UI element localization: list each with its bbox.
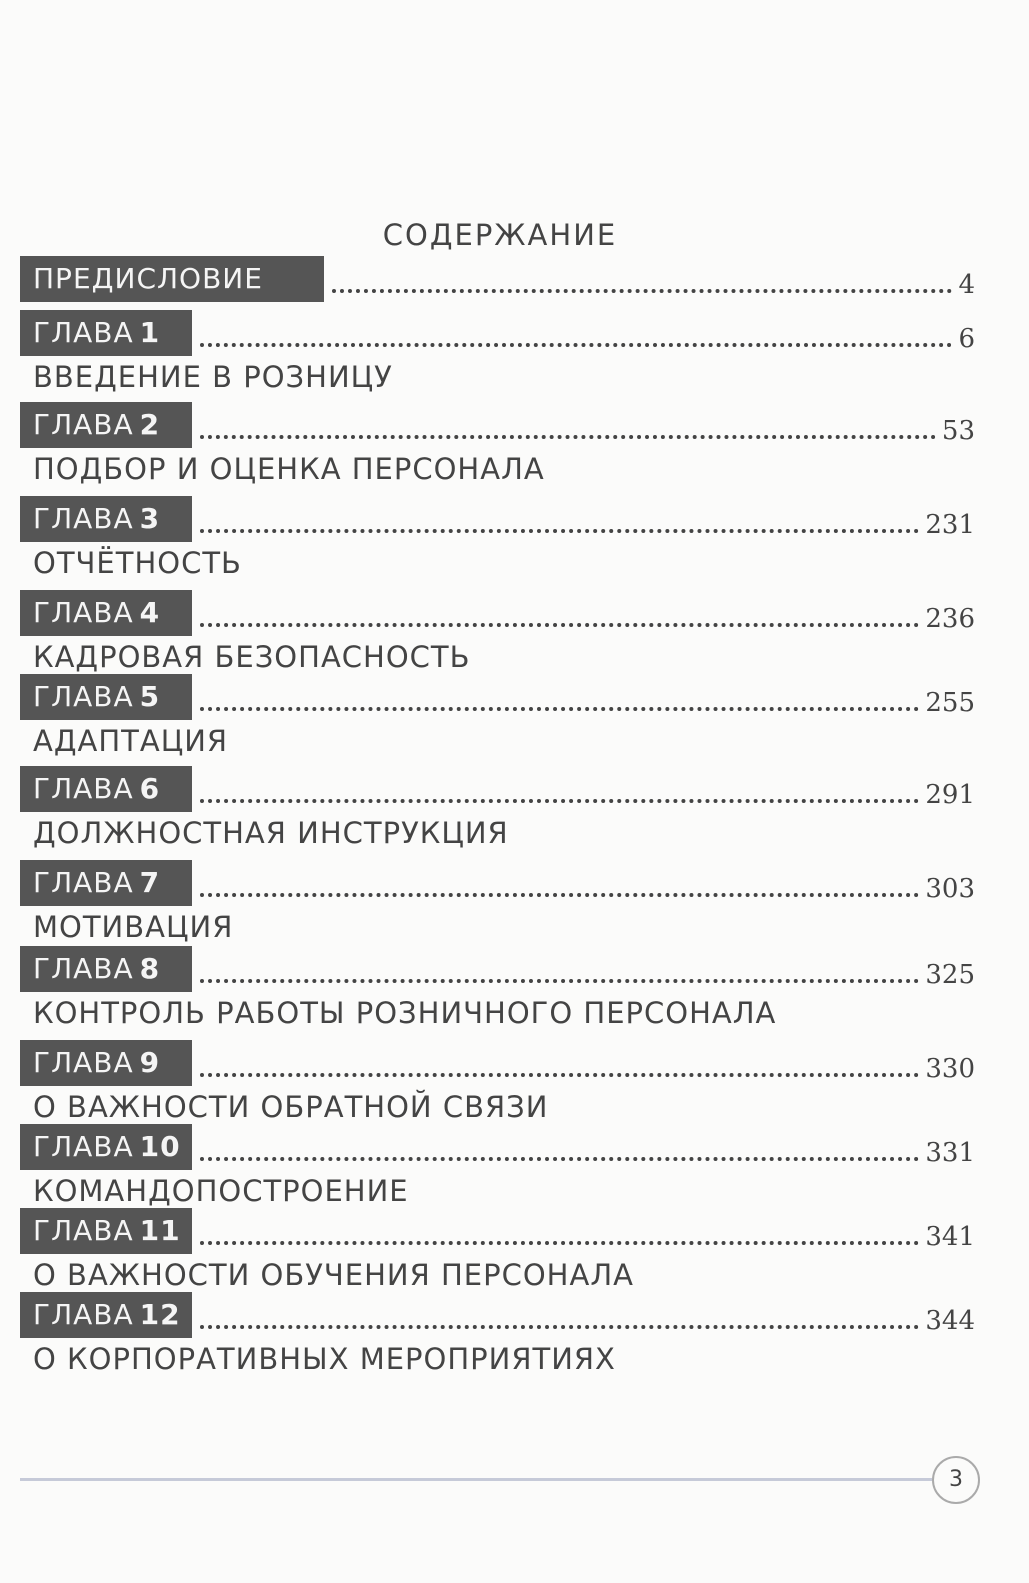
toc-row (20, 256, 975, 302)
chapter-word: ГЛАВА (33, 1130, 134, 1163)
page-ref: 53 (941, 416, 975, 446)
dot-leader (200, 892, 919, 897)
chapter-word: ГЛАВА (33, 680, 134, 713)
toc-entry-chapter-2 (20, 402, 975, 488)
chapter-label (20, 1292, 192, 1338)
toc-row (20, 1292, 975, 1338)
chapter-word: ГЛАВА (33, 952, 134, 985)
toc-row (20, 1208, 975, 1254)
page-ref: 236 (925, 604, 975, 634)
page-number-badge: 3 (932, 1456, 980, 1504)
page-ref: 6 (958, 324, 975, 354)
chapter-label (20, 1124, 192, 1170)
page-ref: 325 (925, 960, 975, 990)
chapter-title: МОТИВАЦИЯ (33, 910, 234, 944)
chapter-number: 1 (139, 316, 161, 349)
toc-row (20, 946, 975, 992)
toc-row (20, 310, 975, 356)
chapter-word: ГЛАВА (33, 772, 134, 805)
chapter-number: 5 (139, 680, 161, 713)
dot-leader (332, 288, 952, 293)
dot-leader (200, 1072, 919, 1077)
chapter-title: О ВАЖНОСТИ ОБУЧЕНИЯ ПЕРСОНАЛА (33, 1258, 634, 1292)
dot-leader (200, 1324, 919, 1329)
page-ref: 231 (925, 510, 975, 540)
chapter-title: КАДРОВАЯ БЕЗОПАСНОСТЬ (33, 640, 471, 674)
page-ref: 331 (925, 1138, 975, 1168)
toc-row (20, 674, 975, 720)
chapter-title: ПОДБОР И ОЦЕНКА ПЕРСОНАЛА (33, 452, 545, 486)
toc-entry-chapter-10 (20, 1124, 975, 1210)
chapter-number: 4 (139, 596, 161, 629)
chapter-title: О ВАЖНОСТИ ОБРАТНОЙ СВЯЗИ (33, 1090, 549, 1124)
toc-row (20, 402, 975, 448)
toc-entry-chapter-6 (20, 766, 975, 852)
toc-entry-chapter-9 (20, 1040, 975, 1126)
chapter-label (20, 496, 192, 542)
chapter-title: ОТЧЁТНОСТЬ (33, 546, 242, 580)
dot-leader (200, 798, 919, 803)
toc-entry-chapter-12 (20, 1292, 975, 1378)
toc-entry-chapter-7 (20, 860, 975, 946)
chapter-number: 11 (139, 1214, 181, 1247)
toc-row (20, 590, 975, 636)
dot-leader (200, 434, 936, 439)
chapter-number: 2 (139, 408, 161, 441)
chapter-word: ГЛАВА (33, 408, 134, 441)
chapter-title: ВВЕДЕНИЕ В РОЗНИЦУ (33, 360, 393, 394)
toc-row (20, 1124, 975, 1170)
dot-leader (200, 622, 919, 627)
toc-row (20, 496, 975, 542)
chapter-title: КОМАНДОПОСТРОЕНИЕ (33, 1174, 409, 1208)
chapter-number: 7 (139, 866, 161, 899)
chapter-label (20, 1040, 192, 1086)
chapter-label (20, 860, 192, 906)
dot-leader (200, 1240, 919, 1245)
chapter-word: ГЛАВА (33, 1214, 134, 1247)
chapter-label (20, 946, 192, 992)
dot-leader (200, 978, 919, 983)
page-ref: 341 (925, 1222, 975, 1252)
dot-leader (200, 342, 952, 347)
chapter-title: АДАПТАЦИЯ (33, 724, 229, 758)
preface-label: ПРЕДИСЛОВИЕ (20, 256, 324, 302)
page-ref: 4 (958, 270, 975, 300)
chapter-word: ГЛАВА (33, 866, 134, 899)
chapter-label (20, 1208, 192, 1254)
chapter-word: ГЛАВА (33, 1298, 134, 1331)
chapter-number: 6 (139, 772, 161, 805)
chapter-title: ДОЛЖНОСТНАЯ ИНСТРУКЦИЯ (33, 816, 509, 850)
page-ref: 291 (925, 780, 975, 810)
page-ref: 303 (925, 874, 975, 904)
chapter-label (20, 310, 192, 356)
chapter-number: 3 (139, 502, 161, 535)
chapter-number: 12 (139, 1298, 181, 1331)
chapter-word: ГЛАВА (33, 596, 134, 629)
dot-leader (200, 1156, 919, 1161)
chapter-word: ГЛАВА (33, 1046, 134, 1079)
chapter-number: 8 (139, 952, 161, 985)
chapter-label (20, 674, 192, 720)
toc-entry-chapter-4 (20, 590, 975, 676)
chapter-title: О КОРПОРАТИВНЫХ МЕРОПРИЯТИЯХ (33, 1342, 616, 1376)
toc-row (20, 1040, 975, 1086)
toc-entry-chapter-8 (20, 946, 975, 1032)
chapter-word: ГЛАВА (33, 316, 134, 349)
dot-leader (200, 706, 919, 711)
toc-entry-chapter-3 (20, 496, 975, 582)
chapter-word: ГЛАВА (33, 502, 134, 535)
toc-entry-chapter-1 (20, 310, 975, 396)
chapter-label (20, 766, 192, 812)
chapter-number: 9 (139, 1046, 161, 1079)
chapter-number: 10 (139, 1130, 181, 1163)
toc-row (20, 766, 975, 812)
toc-entry-preface (20, 256, 975, 302)
dot-leader (200, 528, 919, 533)
page-ref: 330 (925, 1054, 975, 1084)
chapter-label (20, 402, 192, 448)
toc-row (20, 860, 975, 906)
page-ref: 344 (925, 1306, 975, 1336)
toc-heading: СОДЕРЖАНИЕ (382, 218, 618, 252)
toc-entry-chapter-11 (20, 1208, 975, 1294)
chapter-label (20, 590, 192, 636)
chapter-title: КОНТРОЛЬ РАБОТЫ РОЗНИЧНОГО ПЕРСОНАЛА (33, 996, 777, 1030)
footer-rule (20, 1478, 932, 1481)
toc-entry-chapter-5 (20, 674, 975, 760)
page-ref: 255 (925, 688, 975, 718)
